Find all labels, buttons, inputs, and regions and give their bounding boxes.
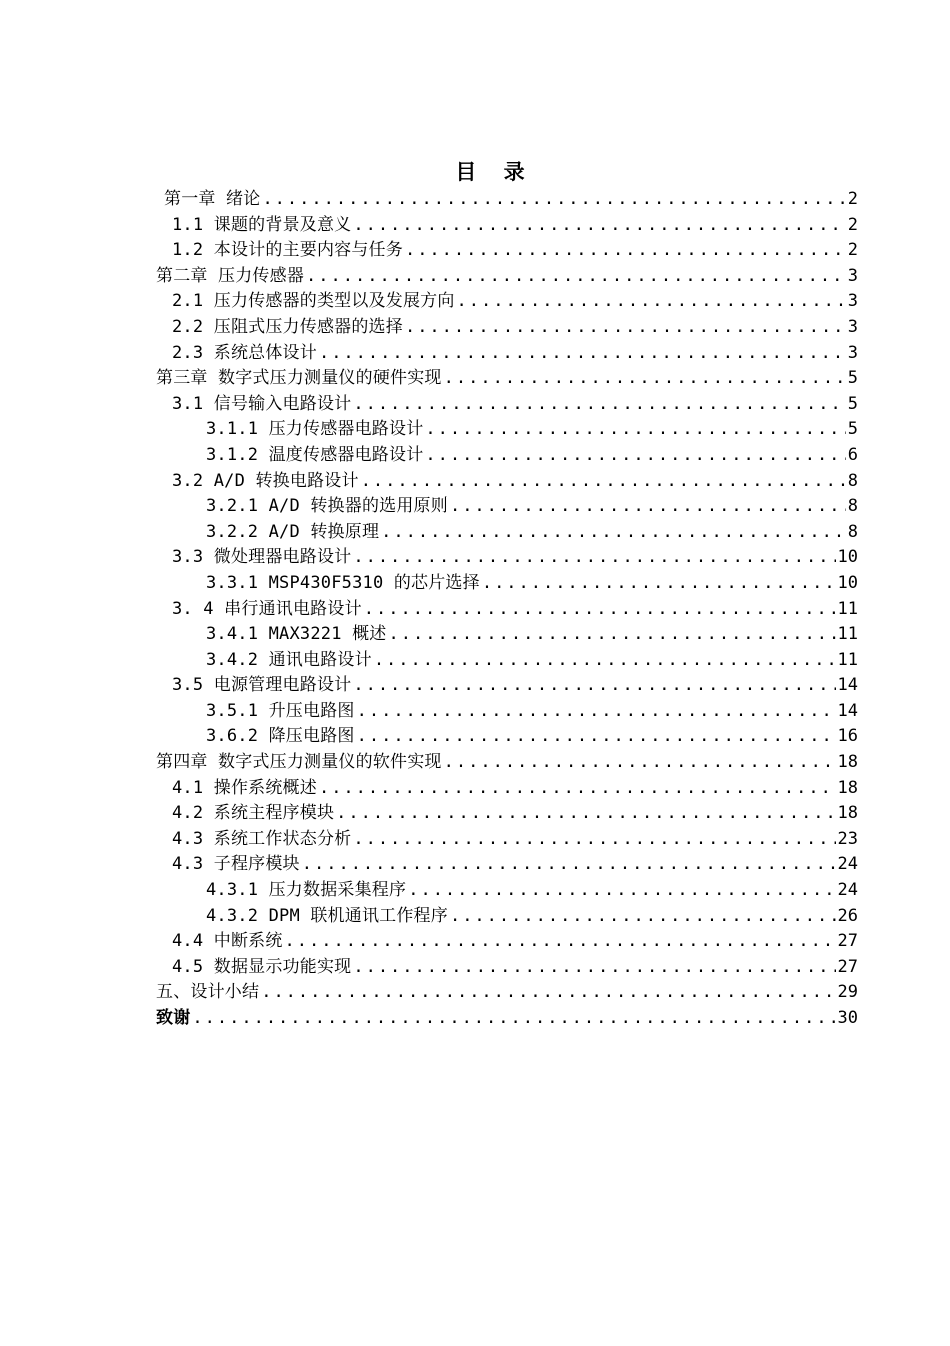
toc-entry-title: 4.3.2 DPM 联机通讯工作程序 [206, 905, 448, 926]
toc-leader-dots [361, 469, 846, 495]
toc-entry-page-number: 2 [847, 214, 858, 235]
toc-entry[interactable] [156, 776, 858, 802]
toc-entry[interactable] [156, 392, 858, 418]
toc-entry-title: 3.1.1 压力传感器电路设计 [206, 419, 424, 440]
toc-entry[interactable] [156, 366, 858, 392]
toc-entry-page-number: 8 [847, 496, 858, 517]
toc-entry-page-number: 10 [837, 547, 858, 568]
toc-entry[interactable] [156, 980, 858, 1006]
toc-entry[interactable] [156, 699, 858, 725]
toc-entry-title: 3.6.2 降压电路图 [206, 726, 355, 747]
toc-entry-title: 五、设计小结 [156, 982, 260, 1003]
toc-entry-page-number: 3 [847, 265, 858, 286]
toc-entry-title: 3.5 电源管理电路设计 [172, 675, 352, 696]
toc-entry-page-number: 18 [837, 777, 858, 798]
toc-entry-page-number: 18 [837, 803, 858, 824]
toc-leader-dots [381, 520, 846, 546]
toc-entry-title: 2.3 系统总体设计 [172, 342, 317, 363]
toc-entry[interactable] [156, 1006, 858, 1032]
table-of-contents [156, 187, 858, 1032]
toc-entry-title: 3.2.2 A/D 转换原理 [206, 521, 380, 542]
toc-leader-dots [450, 904, 836, 930]
toc-entry[interactable] [156, 264, 858, 290]
toc-leader-dots [192, 1006, 835, 1032]
toc-entry-title: 4.3.1 压力数据采集程序 [206, 880, 407, 901]
toc-entry[interactable] [156, 213, 858, 239]
toc-entry-page-number: 11 [837, 649, 858, 670]
toc-entry-title: 第二章 压力传感器 [156, 265, 305, 286]
toc-entry-title: 第四章 数字式压力测量仪的软件实现 [156, 752, 442, 773]
toc-entry-title: 3.4.1 MAX3221 概述 [206, 624, 387, 645]
toc-entry-page-number: 24 [837, 854, 858, 875]
toc-entry-page-number: 24 [837, 880, 858, 901]
toc-entry[interactable] [156, 469, 858, 495]
toc-entry-page-number: 5 [847, 368, 858, 389]
toc-entry-title: 3.1 信号输入电路设计 [172, 393, 352, 414]
toc-entry-page-number: 29 [837, 982, 858, 1003]
toc-entry-page-number: 6 [847, 444, 858, 465]
toc-entry[interactable] [156, 827, 858, 853]
toc-entry[interactable] [156, 673, 858, 699]
toc-entry-page-number: 2 [847, 189, 858, 209]
toc-entry[interactable] [156, 904, 858, 930]
toc-entry[interactable] [156, 929, 858, 955]
toc-entry[interactable] [156, 520, 858, 546]
toc-entry-page-number: 5 [847, 393, 858, 414]
toc-entry-title: 4.4 中断系统 [172, 931, 283, 952]
toc-leader-dots [302, 852, 836, 878]
toc-entry-page-number: 27 [837, 956, 858, 977]
toc-entry[interactable] [156, 443, 858, 469]
toc-leader-dots [357, 724, 836, 750]
toc-leader-dots [285, 929, 836, 955]
toc-entry-title: 3.4.2 通讯电路设计 [206, 649, 372, 670]
toc-leader-dots [457, 289, 846, 315]
toc-leader-dots [450, 494, 846, 520]
toc-leader-dots [374, 648, 836, 674]
toc-entry[interactable] [156, 187, 858, 213]
toc-entry-title: 4.3 系统工作状态分析 [172, 828, 352, 849]
toc-entry[interactable] [156, 878, 858, 904]
toc-entry-title: 3.1.2 温度传感器电路设计 [206, 444, 424, 465]
toc-entry-title: 4.3 子程序模块 [172, 854, 300, 875]
toc-leader-dots [306, 264, 846, 290]
toc-entry-title: 3.2.1 A/D 转换器的选用原则 [206, 496, 448, 517]
toc-entry-page-number: 8 [847, 521, 858, 542]
toc-leader-dots [353, 213, 845, 239]
toc-entry-page-number: 16 [837, 726, 858, 747]
toc-entry-title: 第三章 数字式压力测量仪的硬件实现 [156, 368, 442, 389]
toc-title: 目 录 [455, 160, 535, 184]
toc-entry-title: 4.5 数据显示功能实现 [172, 956, 352, 977]
toc-entry[interactable] [156, 494, 858, 520]
toc-leader-dots [444, 366, 846, 392]
toc-entry-page-number: 10 [837, 572, 858, 593]
toc-entry-title: 2.1 压力传感器的类型以及发展方向 [172, 291, 455, 312]
toc-entry-page-number: 3 [847, 316, 858, 337]
toc-leader-dots [261, 980, 835, 1006]
toc-leader-dots [262, 187, 845, 213]
toc-leader-dots [336, 801, 835, 827]
toc-entry[interactable] [156, 341, 858, 367]
toc-leader-dots [353, 955, 835, 981]
toc-leader-dots [353, 392, 845, 418]
toc-leader-dots [425, 417, 845, 443]
toc-entry-title: 3.3.1 MSP430F5310 的芯片选择 [206, 572, 480, 593]
toc-entry[interactable] [156, 801, 858, 827]
toc-entry[interactable] [156, 750, 858, 776]
toc-leader-dots [405, 238, 846, 264]
toc-leader-dots [389, 622, 836, 648]
toc-entry[interactable] [156, 571, 858, 597]
toc-leader-dots [353, 827, 835, 853]
toc-entry-page-number: 27 [837, 931, 858, 952]
toc-entry-page-number: 30 [837, 1008, 858, 1028]
toc-entry-title: 3. 4 串行通讯电路设计 [172, 598, 362, 619]
toc-entry-title: 致谢 [156, 1008, 191, 1028]
toc-entry-page-number: 8 [847, 470, 858, 491]
toc-entry[interactable] [156, 417, 858, 443]
toc-entry-page-number: 3 [847, 342, 858, 363]
toc-entry[interactable] [156, 622, 858, 648]
toc-entry-title: 3.2 A/D 转换电路设计 [172, 470, 359, 491]
toc-entry-title: 1.2 本设计的主要内容与任务 [172, 240, 403, 261]
toc-leader-dots [425, 443, 845, 469]
toc-entry-title: 2.2 压阻式压力传感器的选择 [172, 316, 403, 337]
toc-leader-dots [405, 315, 846, 341]
toc-entry[interactable] [156, 597, 858, 623]
toc-leader-dots [353, 673, 835, 699]
toc-entry-page-number: 18 [837, 752, 858, 773]
toc-entry[interactable] [156, 852, 858, 878]
toc-entry-page-number: 11 [837, 624, 858, 645]
toc-entry[interactable] [156, 315, 858, 341]
toc-entry-page-number: 3 [847, 291, 858, 312]
toc-entry-title: 第一章 绪论 [164, 189, 261, 209]
toc-entry[interactable] [156, 289, 858, 315]
toc-entry-page-number: 5 [847, 419, 858, 440]
toc-entry[interactable] [156, 238, 858, 264]
toc-entry[interactable] [156, 955, 858, 981]
toc-entry-page-number: 2 [847, 240, 858, 261]
toc-entry-page-number: 26 [837, 905, 858, 926]
toc-leader-dots [357, 699, 836, 725]
toc-leader-dots [482, 571, 836, 597]
toc-leader-dots [444, 750, 836, 776]
toc-entry-page-number: 11 [837, 598, 858, 619]
toc-entry-page-number: 14 [837, 700, 858, 721]
toc-leader-dots [353, 545, 835, 571]
toc-entry[interactable] [156, 724, 858, 750]
toc-entry-page-number: 23 [837, 828, 858, 849]
toc-entry-title: 3.3 微处理器电路设计 [172, 547, 352, 568]
toc-entry-title: 1.1 课题的背景及意义 [172, 214, 352, 235]
toc-entry[interactable] [156, 648, 858, 674]
toc-leader-dots [319, 776, 836, 802]
toc-entry[interactable] [156, 545, 858, 571]
toc-entry-title: 4.1 操作系统概述 [172, 777, 317, 798]
toc-leader-dots [408, 878, 835, 904]
toc-entry-page-number: 14 [837, 675, 858, 696]
toc-entry-title: 4.2 系统主程序模块 [172, 803, 335, 824]
toc-leader-dots [319, 341, 846, 367]
toc-leader-dots [364, 597, 836, 623]
toc-entry-title: 3.5.1 升压电路图 [206, 700, 355, 721]
